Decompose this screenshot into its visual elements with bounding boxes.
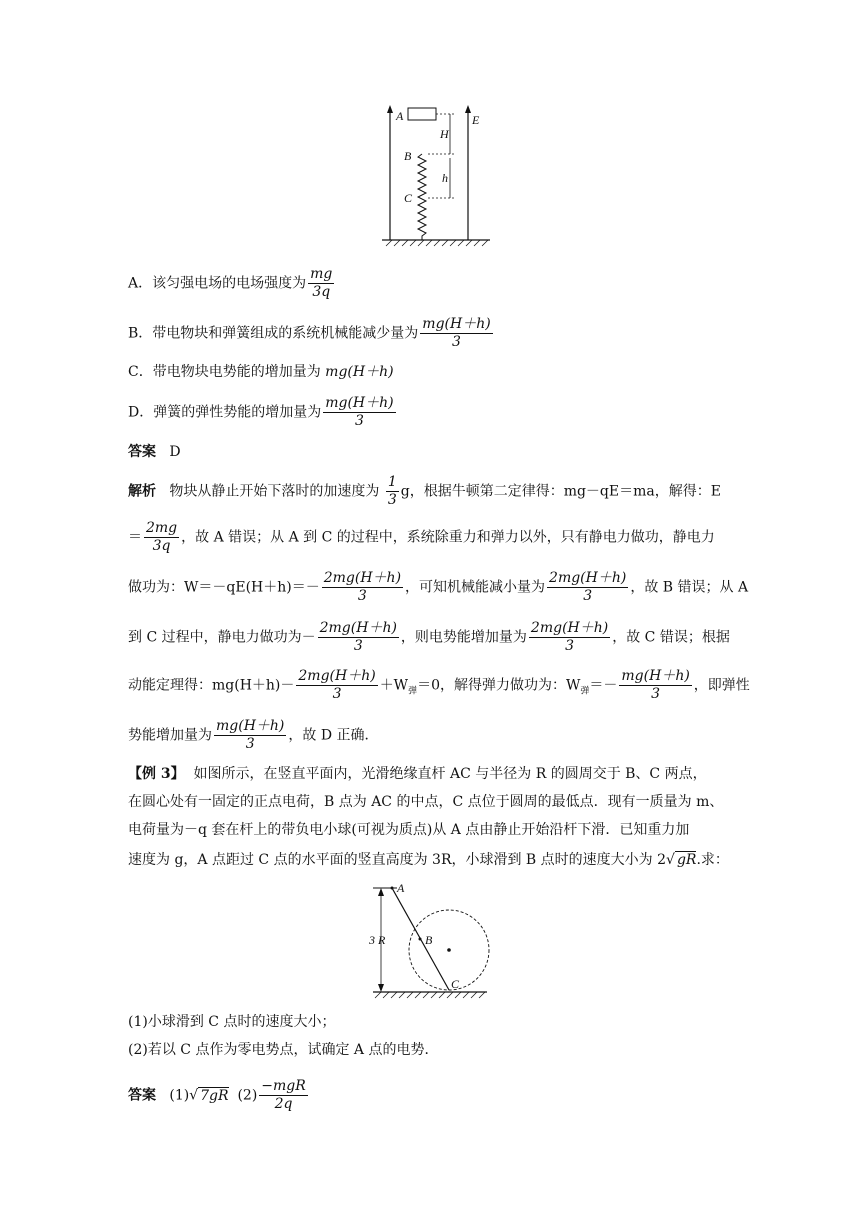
question-1: (1)小球滑到 C 点时的速度大小； (128, 1014, 336, 1030)
figure-rod-circle (365, 878, 495, 1000)
question-2: (2)若以 C 点作为零电势点，试确定 A 点的电势． (128, 1042, 439, 1058)
block-a (408, 108, 436, 120)
label-H: H (440, 127, 449, 141)
answer-2: 答案 (1)√ 7gR (2) $\frac{\text{−mgR}}{2q}$ (128, 1078, 306, 1112)
analysis-line-2: ＝ $\frac{2mg}{3q}$ ，故 A 错误；从 A 到 C 的过程中，系统除重力和弹力以外，只有静电力做功，静电力 (128, 520, 715, 554)
label-3r: 3 R (369, 933, 386, 947)
example3-line-3: 电荷量为－q 套在杆上的带负电小球(可视为质点)从 A 点由静止开始沿杆下滑．已知重力加 (128, 822, 690, 838)
label-h: h (442, 171, 448, 185)
label-a2: A (397, 881, 405, 895)
option-c: C．带电物块电势能的增加量为 mg(H＋h) (128, 364, 394, 380)
analysis-line-5: 动能定理得：mg(H＋h)－ $\frac{2mg(H+h)}{3}$ $+W_弹=0$，解得弹力做功为：$W_弹=-$ $\frac{mg(H+h)}{3}$ ，即弹性 (128, 668, 750, 702)
label-E: E (472, 113, 480, 127)
option-b: B．带电物块和弹簧组成的系统机械能减少量为 $\frac{mg(H+h)}{3}$ (128, 316, 491, 350)
analysis-line-3: 做功为：W＝－qE(H＋h)＝－ $\frac{2mg(H+h)}{3}$ ，可知机械能减小量为 $\frac{2mg(H+h)}{3}$ ，故 B 错误；从 A (128, 570, 749, 604)
example3-line-2: 在圆心处有一固定的正点电荷，B 点为 AC 的中点，C 点位于圆周的最低点．现有一质量为 m、 (128, 794, 724, 810)
label-c2: C (451, 977, 460, 991)
label-b2: B (425, 933, 433, 947)
example3-line-1: 【例 3】 如图所示，在竖直平面内，光滑绝缘直杆 AC 与半径为 R 的圆周交于 B、C 两点， (128, 766, 707, 782)
label-b: B (404, 149, 412, 163)
option-d: D．弹簧的弹性势能的增加量为 $\frac{mg(H+h)}{3}$ (128, 395, 394, 429)
answer-1: 答案 D (128, 444, 181, 460)
label-a: A (396, 109, 404, 123)
analysis-line-6: 势能增加量为 $\frac{mg(H+h)}{3}$ ，故 D 正确． (128, 718, 379, 752)
figure-block-spring (378, 100, 498, 248)
spring (418, 154, 426, 240)
label-c: C (404, 191, 413, 205)
analysis-line-1: 解析 物块从静止开始下落时的加速度为 $\frac{1}{3}$ g，根据牛顿第二定律得：mg－qE＝ma，解得：E (128, 474, 721, 508)
analysis-line-4: 到 C 过程中，静电力做功为－ $\frac{2mg(H+h)}{3}$ ，则电势能增加量为 $\frac{2mg(H+h)}{3}$ ，故 C 错误；根据 (128, 620, 730, 654)
option-a: A．该匀强电场的电场强度为 $\frac{mg}{3q}$ (128, 266, 333, 300)
example3-line-4: 速度为 g，A 点距过 C 点的水平面的竖直高度为 3R，小球滑到 B 点时的速度大小为 2√ gR.求： (128, 852, 729, 868)
